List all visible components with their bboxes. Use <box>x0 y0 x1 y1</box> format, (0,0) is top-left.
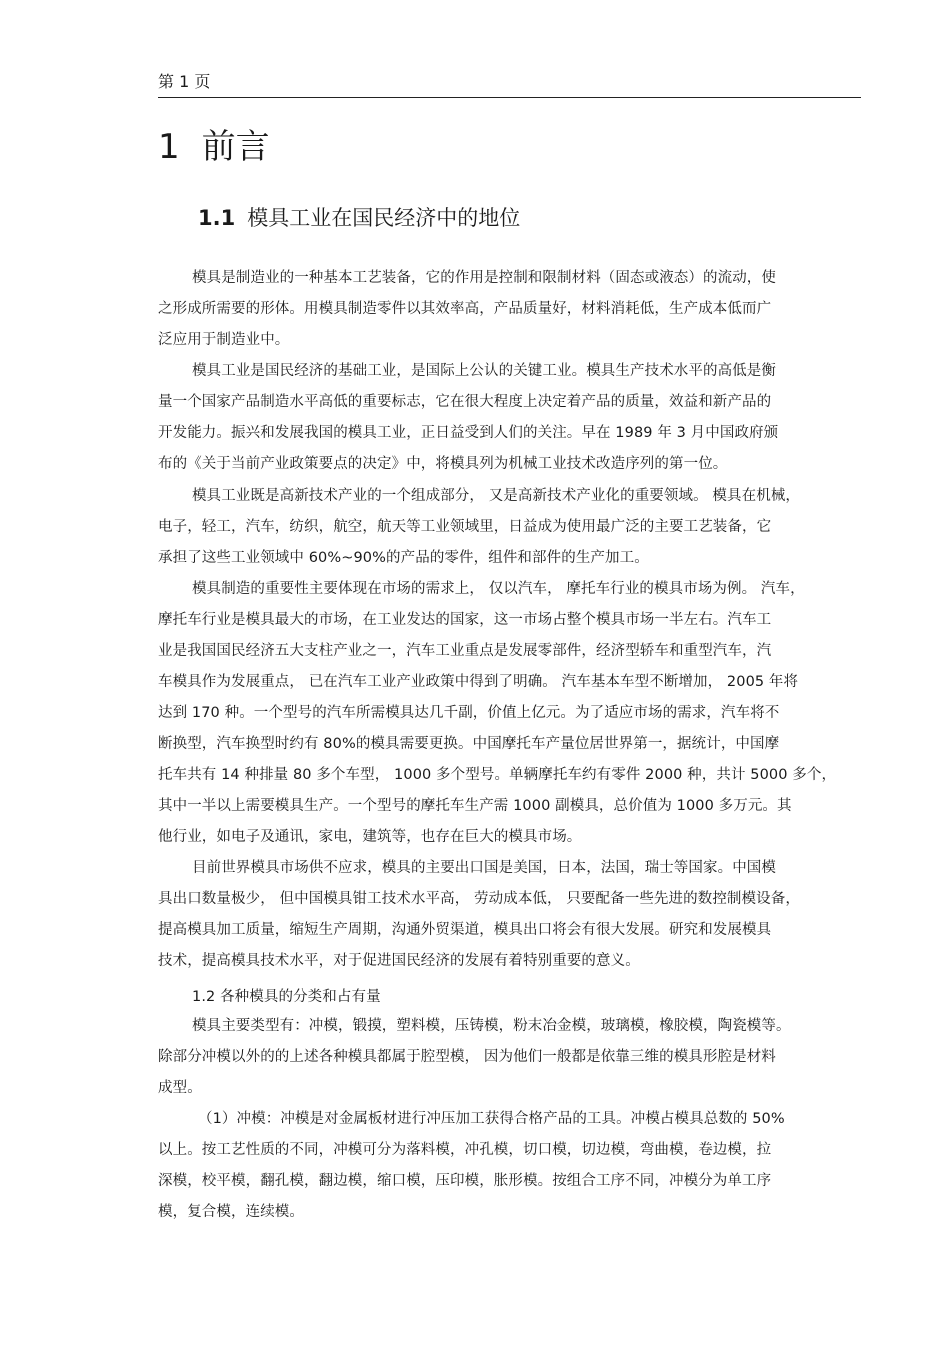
paragraph-line: 具出口数量极少， 但中国模具钳工技术水平高， 劳动成本低， 只要配备一些先进的数控制模设备， <box>158 891 800 907</box>
chapter-heading <box>158 126 270 168</box>
section-heading-1-2: 1.2 各种模具的分类和占有量 <box>192 989 381 1005</box>
paragraph-line: 业是我国国民经济五大支柱产业之一，汽车工业重点是发展零部件，经济型轿车和重型汽车，汽 <box>158 643 772 659</box>
paragraph-line: 深模，校平模，翻孔模，翻边模，缩口模，压印模，胀形模。按组合工序不同，冲模分为单工序 <box>158 1173 772 1189</box>
header-rule <box>158 97 861 98</box>
section-number: 1.1 <box>198 206 236 230</box>
paragraph-line: 技术，提高模具技术水平，对于促进国民经济的发展有着特别重要的意义。 <box>158 953 640 969</box>
paragraph-line: 模具工业既是高新技术产业的一个组成部分， 又是高新技术产业化的重要领域。 模具在机械， <box>192 488 801 504</box>
section-title: 模具工业在国民经济中的地位 <box>247 206 521 230</box>
chapter-number: 1 <box>158 127 180 167</box>
paragraph-line: 之形成所需要的形体。用模具制造零件以其效率高，产品质量好，材料消耗低，生产成本低而广 <box>158 301 772 317</box>
paragraph-line: 量一个国家产品制造水平高低的重要标志，它在很大程度上决定着产品的质量，效益和新产品的 <box>158 394 772 410</box>
page-header: 第 1 页 <box>158 72 211 91</box>
paragraph-line: 成型。 <box>158 1080 202 1096</box>
paragraph-line: 泛应用于制造业中。 <box>158 332 290 348</box>
paragraph-line: 车模具作为发展重点， 已在汽车工业产业政策中得到了明确。 汽车基本车型不断增加， 2005 年将 <box>158 674 799 690</box>
paragraph-line: 其中一半以上需要模具生产。一个型号的摩托车生产需 1000 副模具，总价值为 1000 多万元。其 <box>158 798 792 814</box>
paragraph-line: 开发能力。振兴和发展我国的模具工业，正日益受到人们的关注。早在 1989 年 3 月中国政府颁 <box>158 425 779 441</box>
paragraph-line: 除部分冲模以外的的上述各种模具都属于腔型模， 因为他们一般都是依靠三维的模具形腔是材料 <box>158 1049 776 1065</box>
chapter-title: 前言 <box>201 127 270 167</box>
paragraph-line: 承担了这些工业领域中 60%~90%的产品的零件，组件和部件的生产加工。 <box>158 550 649 566</box>
paragraph-line: 托车共有 14 种排量 80 多个车型， 1000 多个型号。单辆摩托车约有零件 2000 种，共计 5000 多个， <box>158 767 837 783</box>
paragraph-line: （1）冲模：冲模是对金属板材进行冲压加工获得合格产品的工具。冲模占模具总数的 50% <box>198 1111 785 1127</box>
paragraph-line: 断换型，汽车换型时约有 80%的模具需要更换。中国摩托车产量位居世界第一，据统计，中国摩 <box>158 736 780 752</box>
paragraph-line: 模具是制造业的一种基本工艺装备，它的作用是控制和限制材料（固态或液态）的流动，使 <box>192 270 776 286</box>
paragraph-line: 他行业，如电子及通讯，家电，建筑等，也存在巨大的模具市场。 <box>158 829 582 845</box>
paragraph-line: 电子，轻工，汽车，纺织，航空，航天等工业领域里，日益成为使用最广泛的主要工艺装备，它 <box>158 519 772 535</box>
paragraph-line: 提高模具加工质量，缩短生产周期，沟通外贸渠道，模具出口将会有很大发展。研究和发展模具 <box>158 922 772 938</box>
paragraph-line: 达到 170 种。一个型号的汽车所需模具达几千副，价值上亿元。为了适应市场的需求，汽车将不 <box>158 705 780 721</box>
paragraph-line: 摩托车行业是模具最大的市场，在工业发达的国家，这一市场占整个模具市场一半左右。汽车工 <box>158 612 772 628</box>
paragraph-line: 模具主要类型有：冲模，锻摸，塑料模，压铸模，粉末冶金模，玻璃模，橡胶模，陶瓷模等。 <box>192 1018 791 1034</box>
paragraph-line: 模，复合模，连续模。 <box>158 1204 304 1220</box>
paragraph-line: 布的《关于当前产业政策要点的决定》中，将模具列为机械工业技术改造序列的第一位。 <box>158 456 728 472</box>
paragraph-line: 目前世界模具市场供不应求，模具的主要出口国是美国，日本，法国，瑞士等国家。中国模 <box>192 860 776 876</box>
paragraph-line: 以上。按工艺性质的不同，冲模可分为落料模，冲孔模，切口模，切边模，弯曲模，卷边模，拉 <box>158 1142 772 1158</box>
paragraph-line: 模具工业是国民经济的基础工业，是国际上公认的关键工业。模具生产技术水平的高低是衡 <box>192 363 776 379</box>
paragraph-line: 模具制造的重要性主要体现在市场的需求上， 仅以汽车， 摩托车行业的模具市场为例。 汽车， <box>192 581 805 597</box>
section-heading-1-1 <box>198 203 520 233</box>
